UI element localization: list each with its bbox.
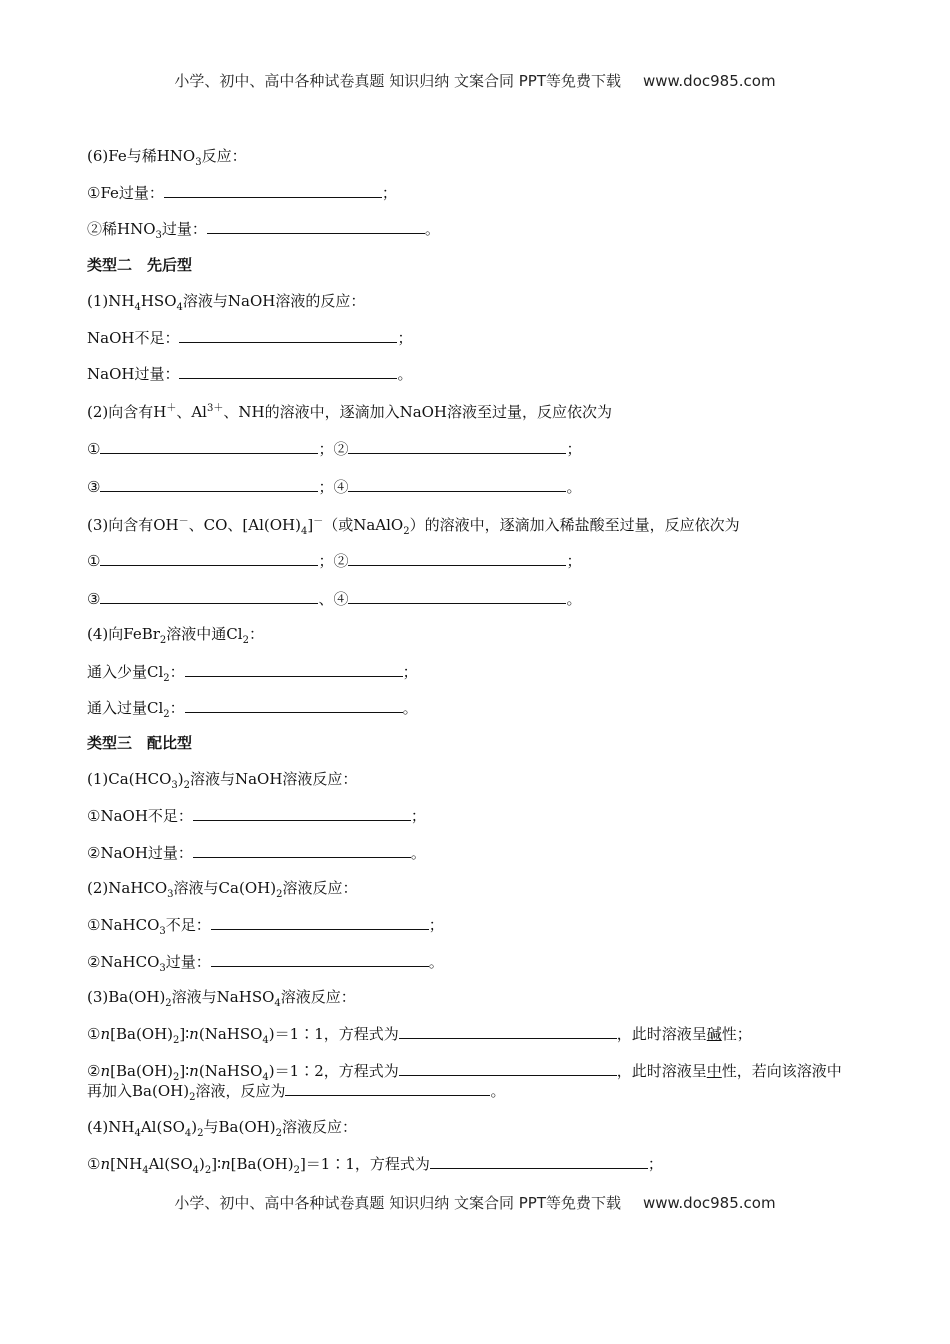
section-type-3: 类型三 配比型 xyxy=(87,734,193,752)
answer-blank[interactable] xyxy=(100,550,318,566)
type3-q1-naoh-excess: ②NaOH过量： 。 xyxy=(87,844,426,862)
footer-url: www.doc985.com xyxy=(642,1194,776,1212)
answer-blank[interactable] xyxy=(211,951,429,967)
question-6-title: (6)Fe与稀$HNO_3$反应： xyxy=(87,147,247,168)
answer-blank[interactable] xyxy=(164,182,382,198)
type2-q4-title: (4)向FeBr$_2$溶液中通$Cl_2$： xyxy=(87,625,264,646)
type2-q1-naoh-short: NaOH不足： ； xyxy=(87,329,413,347)
answer-blank[interactable] xyxy=(348,476,566,492)
answer-blank[interactable] xyxy=(179,363,397,379)
type2-q1-naoh-excess: NaOH过量： 。 xyxy=(87,365,413,383)
type3-q3-ratio-1-1: $①n[Ba(OH)_2]∶n(NaHSO_4)=1∶1$，方程式为 ，此时溶液呈碱性； xyxy=(87,1025,752,1046)
type2-q2-steps-3-4: ③ ；④ 。 xyxy=(87,478,582,496)
q6-fe-excess: ①Fe过量： ； xyxy=(87,184,397,202)
type3-q4-title: $(4)NH_4Al(SO_4)_2$与$Ba(OH)_2$溶液反应： xyxy=(87,1118,357,1139)
answer-blank[interactable] xyxy=(348,588,566,604)
type3-q2-nahco3-short: ①NaHCO$_3$不足： ； xyxy=(87,916,444,937)
type3-q1-title: $(1)Ca(HCO_3)_2$溶液与NaOH溶液反应： xyxy=(87,770,358,791)
type3-q3-title: $(3)Ba(OH)_2$溶液与NaHSO$_4$溶液反应： xyxy=(87,988,356,1009)
header-text: 小学、初中、高中各种试卷真题 知识归纳 文案合同 PPT等免费下载 xyxy=(174,72,621,90)
page-footer xyxy=(0,1192,950,1213)
type3-q3-ratio-1-2-cont: 再加入$Ba(OH)_2$溶液，反应为 。 xyxy=(87,1082,506,1103)
type2-q1-title: $(1)NH_4HSO_4$溶液与NaOH溶液的反应： xyxy=(87,292,366,313)
type3-q3-ratio-1-2: $②n[Ba(OH)_2]∶n(NaHSO_4)=1∶2$，方程式为 ，此时溶液呈中性，若向该溶液中 xyxy=(87,1062,842,1083)
type3-q1-naoh-short: ①NaOH不足： ； xyxy=(87,807,426,825)
section-type-2: 类型二 先后型 xyxy=(87,256,193,274)
type3-q2-title: (2)NaHCO$_3$溶液与$Ca(OH)_2$溶液反应： xyxy=(87,879,358,900)
answer-blank[interactable] xyxy=(193,805,411,821)
type2-q2-steps-1-2: ① ；② ； xyxy=(87,440,582,458)
answer-blank[interactable] xyxy=(399,1060,617,1076)
type2-q4-cl2-excess: 通入过量$Cl_2$： 。 xyxy=(87,699,418,720)
answer-blank[interactable] xyxy=(185,661,403,677)
answer-blank[interactable] xyxy=(100,588,318,604)
header-url: www.doc985.com xyxy=(642,72,776,90)
type2-q3-title: (3)向含有OH－、CO、$[Al(OH)_4]^-$（或NaAlO$_2$）的溶液中，逐滴加入稀盐酸至过量，反应依次为 xyxy=(87,516,740,537)
type2-q3-steps-1-2: ① ；② ； xyxy=(87,552,582,570)
type2-q2-title: (2)向含有H＋、$Al^{3+}$、NH的溶液中，逐滴加入NaOH溶液至过量，反应依次为 xyxy=(87,403,613,421)
footer-text: 小学、初中、高中各种试卷真题 知识归纳 文案合同 PPT等免费下载 xyxy=(174,1194,621,1212)
type2-q4-cl2-little: 通入少量$Cl_2$： ； xyxy=(87,663,418,684)
answer-blank[interactable] xyxy=(179,327,397,343)
answer-blank[interactable] xyxy=(207,218,425,234)
answer-blank[interactable] xyxy=(430,1153,648,1169)
page-header xyxy=(0,70,950,91)
answer-blank[interactable] xyxy=(211,914,429,930)
type3-q4-ratio-1-1: $①n[NH_4Al(SO_4)_2]∶n[Ba(OH)_2]=1∶1$，方程式为 ； xyxy=(87,1155,663,1176)
answer-blank[interactable] xyxy=(399,1023,617,1039)
answer-blank[interactable] xyxy=(193,842,411,858)
q6-hno3-excess: ②稀$HNO_3$过量： 。 xyxy=(87,220,440,241)
answer-blank[interactable] xyxy=(100,438,318,454)
answer-blank[interactable] xyxy=(285,1080,490,1096)
type2-q3-steps-3-4: ③ 、④ 。 xyxy=(87,590,582,608)
answer-blank[interactable] xyxy=(100,476,318,492)
answer-blank[interactable] xyxy=(185,697,403,713)
answer-blank[interactable] xyxy=(348,438,566,454)
answer-blank[interactable] xyxy=(348,550,566,566)
type3-q2-nahco3-excess: ②NaHCO$_3$过量： 。 xyxy=(87,953,444,974)
